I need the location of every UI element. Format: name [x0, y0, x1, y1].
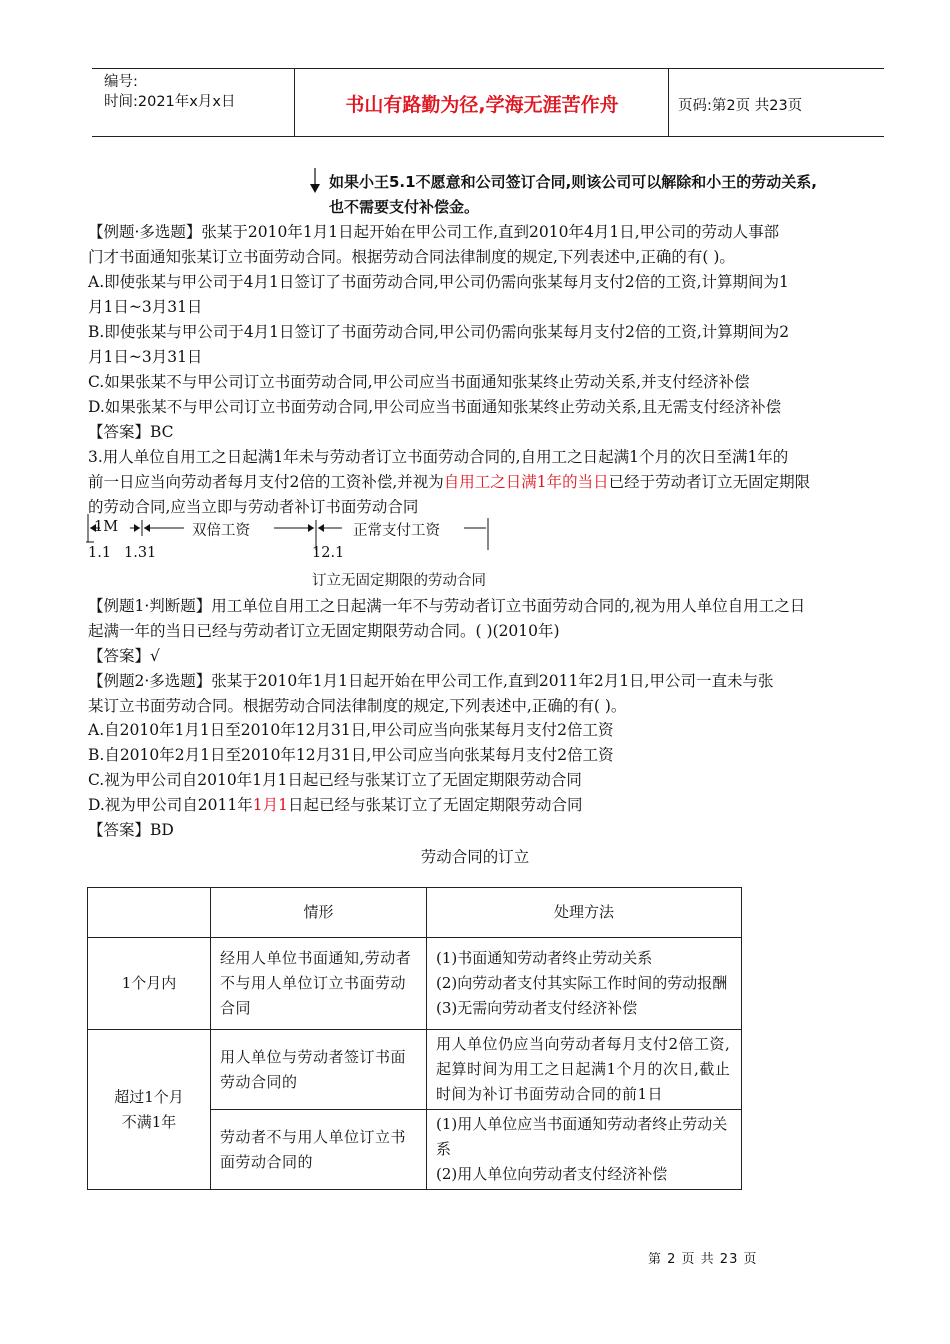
- example-question-line: 【例题·多选题】张某于2010年1月1日起开始在甲公司工作,直到2010年4月1日,甲公司的劳动人事部: [88, 223, 780, 241]
- table-cell-method: 用人单位仍应当向劳动者每月支付2倍工资,起算时间为用工之日起满1个月的次日,截止时间为补订书面劳动合同的前1日: [427, 1030, 742, 1110]
- answer: 【答案】BC: [88, 423, 174, 441]
- header-meta: [104, 72, 235, 112]
- example-question-line: 门才书面通知张某订立书面劳动合同。根据劳动合同法律制度的规定,下列表述中,正确的有( )。: [88, 248, 735, 266]
- option-d: D.如果张某不与甲公司订立书面劳动合同,甲公司应当书面通知张某终止劳动关系,且无需支付经济补偿: [88, 398, 782, 416]
- down-arrow-icon: [308, 168, 322, 194]
- timeline-tick: 12.1: [312, 545, 345, 561]
- timeline-label-normal-pay: 正常支付工资: [353, 523, 440, 539]
- point-3-line: 3.用人单位自用工之日起满1年未与劳动者订立书面劳动合同的,自用工之日起满1个月的次日至满1年的: [88, 448, 789, 466]
- table-header-cell: 情形: [211, 888, 427, 938]
- option-c: C.视为甲公司自2010年1月1日起已经与张某订立了无固定期限劳动合同: [88, 771, 582, 789]
- option-a: A.自2010年1月1日至2010年12月31日,甲公司应当向张某每月支付2倍工资: [88, 721, 614, 739]
- highlight-text: 自用工之日满1年的当日: [443, 473, 609, 491]
- answer: 【答案】√: [88, 647, 160, 665]
- header-bottom-rule: [92, 136, 884, 137]
- example-question-line: 某订立书面劳动合同。根据劳动合同法律制度的规定,下列表述中,正确的有( )。: [88, 697, 627, 715]
- method-item: (2)用人单位向劳动者支付经济补偿: [436, 1165, 668, 1183]
- highlight-text: 1月1: [252, 796, 288, 814]
- timeline-tick: 1.1: [88, 545, 112, 561]
- table-row: [88, 1030, 742, 1110]
- method-item: (3)无需向劳动者支付经济补偿: [436, 999, 638, 1017]
- table-cell-method: [427, 938, 742, 1030]
- header-number: 编号:: [104, 74, 138, 90]
- timeline-tick: 1.31: [124, 545, 157, 561]
- table-row: [88, 938, 742, 1030]
- example-question-line: 起满一年的当日已经与劳动者订立无固定期限劳动合同。( )(2010年): [88, 622, 560, 640]
- timeline-label-1m: 1M: [94, 519, 119, 535]
- table-cell-situation: 经用人单位书面通知,劳动者不与用人单位订立书面劳动合同: [211, 938, 427, 1030]
- header-motto: 书山有路勤为径,学海无涯苦作舟: [345, 94, 619, 116]
- bullet-note-line: 也不需要支付补偿金。: [329, 198, 480, 216]
- point-3-line: 的劳动合同,应当立即与劳动者补订书面劳动合同: [88, 498, 419, 516]
- example-question-line: 【例题2·多选题】张某于2010年1月1日起开始在甲公司工作,直到2011年2月1日,甲公司一直未与张: [88, 672, 774, 690]
- method-item: (2)向劳动者支付其实际工作时间的劳动报酬: [436, 974, 728, 992]
- option-b: B.即使张某与甲公司于4月1日签订了书面劳动合同,甲公司仍需向张某每月支付2倍的工资,计算期间为2: [88, 323, 790, 341]
- table-cell-period: 1个月内: [88, 938, 211, 1030]
- table-cell-period: [88, 1030, 211, 1190]
- timeline-caption: 订立无固定期限的劳动合同: [312, 573, 486, 589]
- header-divider: [294, 68, 295, 136]
- table-header-cell: [88, 888, 211, 938]
- table-header-cell: 处理方法: [427, 888, 742, 938]
- table-cell-method: [427, 1110, 742, 1190]
- header-divider: [668, 68, 669, 136]
- table-title: 劳动合同的订立: [420, 848, 530, 866]
- method-item: (1)用人单位应当书面通知劳动者终止劳动关系: [436, 1115, 728, 1158]
- timeline-label-double-pay: 双倍工资: [192, 523, 250, 539]
- page-footer: 第 2 页 共 23 页: [648, 1252, 758, 1267]
- option-a: A.即使张某与甲公司于4月1日签订了书面劳动合同,甲公司仍需向张某每月支付2倍的工资,计算期间为1: [88, 273, 789, 291]
- table-header-row: [88, 888, 742, 938]
- header-top-rule: [92, 68, 884, 69]
- option-a-cont: 月1日~3月31日: [88, 298, 203, 316]
- answer: 【答案】BD: [88, 821, 174, 839]
- period-line: 不满1年: [121, 1112, 177, 1131]
- table-cell-situation: 用人单位与劳动者签订书面劳动合同的: [211, 1030, 427, 1110]
- bullet-note-line: 如果小王5.1不愿意和公司签订合同,则该公司可以解除和小王的劳动关系,: [329, 173, 817, 191]
- example-question-line: 【例题1·判断题】用工单位自用工之日起满一年不与劳动者订立书面劳动合同的,视为用人单位自用工之日: [88, 597, 806, 615]
- table-cell-situation: 劳动者不与用人单位订立书面劳动合同的: [211, 1110, 427, 1190]
- header-time: 时间:2021年x月x日: [104, 94, 236, 110]
- method-item: (1)书面通知劳动者终止劳动关系: [436, 949, 653, 967]
- point-3-line: 前一日应当向劳动者每月支付2倍的工资补偿,并视为自用工之日满1年的当日已经于劳动者订立无固定期限: [88, 473, 811, 491]
- option-b: B.自2010年2月1日至2010年12月31日,甲公司应当向张某每月支付2倍工资: [88, 746, 614, 764]
- option-c: C.如果张某不与甲公司订立书面劳动合同,甲公司应当书面通知张某终止劳动关系,并支付经济补偿: [88, 373, 750, 391]
- option-b-cont: 月1日~3月31日: [88, 348, 203, 366]
- contract-table: [87, 887, 742, 1190]
- header-page-number: 页码:第2页 共23页: [678, 98, 803, 114]
- period-line: 超过1个月: [114, 1087, 184, 1106]
- option-d: D.视为甲公司自2011年1月1日起已经与张某订立了无固定期限劳动合同: [88, 796, 583, 814]
